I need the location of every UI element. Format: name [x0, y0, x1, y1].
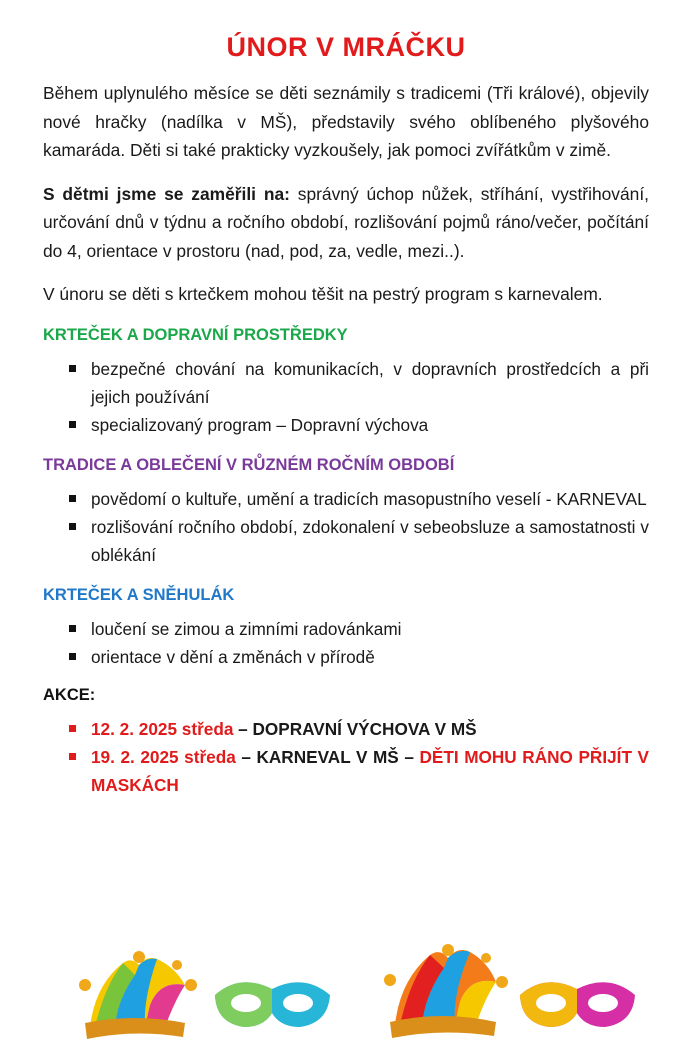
- jester-hat-icon: [79, 951, 197, 1039]
- list-item: rozlišování ročního období, zdokonalení v sebeobsluze a samostatnosti v oblékání: [91, 513, 649, 569]
- bullet-icon: [69, 625, 76, 632]
- section-list-transport: [43, 355, 649, 439]
- bullet-icon: [69, 753, 76, 760]
- outlook-paragraph: V únoru se děti s krtečkem mohou těšit na pestrý program s karnevalem.: [43, 284, 603, 304]
- document-page: [43, 30, 649, 799]
- event-title: DOPRAVNÍ VÝCHOVA V MŠ: [252, 718, 477, 739]
- section-heading-snowman: KRTEČEK A SNĚHULÁK: [43, 585, 235, 604]
- page-title: ÚNOR V MRÁČKU: [226, 32, 466, 62]
- event-note: DĚTI MOHU RÁNO PŘIJÍT V MASKÁCH: [91, 746, 649, 795]
- event-item: 19. 2. 2025 středa – KARNEVAL V MŠ – DĚTI MOHU RÁNO PŘIJÍT V MASKÁCH: [91, 743, 649, 799]
- intro-paragraph: Během uplynulého měsíce se děti seznámily s tradicemi (Tři králové), objevily nové hračky (nadílka v MŠ), představily svého oblíbeného plyšového kamaráda. Děti si také prakticky vyzkoušely, jak pomoci zvířátkům v zimě.: [43, 83, 649, 160]
- list-item: orientace v dění a změnách v přírodě: [91, 643, 649, 671]
- focus-paragraph: [43, 180, 649, 266]
- bullet-icon: [69, 653, 76, 660]
- carnival-mask-icon: [215, 982, 330, 1027]
- section-list-snowman: [43, 615, 649, 671]
- events-list: [43, 715, 649, 799]
- list-item: povědomí o kultuře, umění a tradicích masopustního veselí - KARNEVAL: [91, 485, 649, 513]
- event-date: 19. 2. 2025 středa: [91, 746, 236, 767]
- jester-hat-icon: [384, 944, 508, 1038]
- bullet-icon: [69, 421, 76, 428]
- carnival-mask-icon: [520, 982, 635, 1027]
- event-item: 12. 2. 2025 středa – DOPRAVNÍ VÝCHOVA V MŠ: [91, 715, 649, 743]
- bullet-icon: [69, 365, 76, 372]
- bullet-icon: [69, 523, 76, 530]
- event-date: 12. 2. 2025 středa: [91, 718, 234, 739]
- focus-lead: S dětmi jsme se zaměřili na:: [43, 183, 290, 204]
- list-item: specializovaný program – Dopravní výchova: [91, 411, 649, 439]
- bullet-icon: [69, 725, 76, 732]
- section-heading-transport: KRTEČEK A DOPRAVNÍ PROSTŘEDKY: [43, 325, 348, 344]
- section-list-tradition: [43, 485, 649, 569]
- events-heading: AKCE:: [43, 685, 96, 704]
- event-title: KARNEVAL V MŠ: [256, 746, 399, 767]
- list-item: loučení se zimou a zimními radovánkami: [91, 615, 649, 643]
- list-item: bezpečné chování na komunikacích, v dopravních prostředcích a při jejich používání: [91, 355, 649, 411]
- section-heading-tradition: TRADICE A OBLEČENÍ V RŮZNÉM ROČNÍM OBDOBÍ: [43, 455, 455, 474]
- carnival-decoration: [60, 940, 650, 1040]
- bullet-icon: [69, 495, 76, 502]
- focus-text: správný úchop nůžek, stříhání, vystřihování, určování dnů v týdnu a ročního období, rozlišování pojmů ráno/večer, počítání do 4, orientace v prostoru (nad, pod, za, vedle, mezi..).: [43, 183, 649, 261]
